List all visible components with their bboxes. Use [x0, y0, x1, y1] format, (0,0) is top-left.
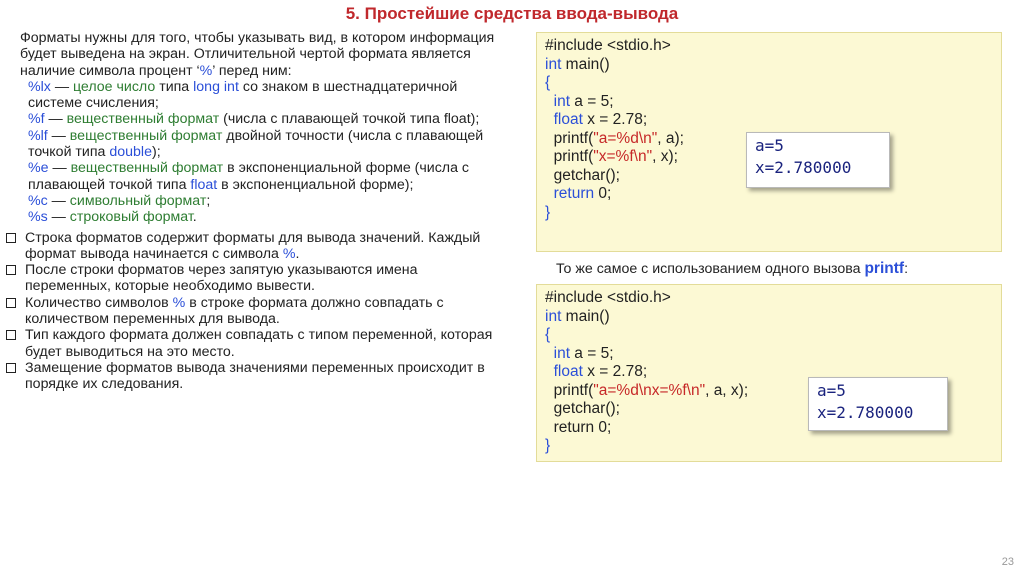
- keyword: float: [553, 111, 583, 128]
- keyword: return: [553, 185, 595, 202]
- string-literal: "x=%f\n": [593, 148, 653, 165]
- code-text: getchar();: [553, 400, 620, 417]
- bullet-highlight: %: [282, 245, 296, 262]
- format-name: символьный формат: [69, 192, 207, 209]
- dash: —: [50, 78, 73, 95]
- bullet-highlight: %: [172, 294, 186, 311]
- keyword: int: [545, 55, 562, 73]
- format-text: со знаком в шестнадцатеричной системе счисления;: [28, 78, 458, 112]
- code-line: {: [545, 326, 551, 343]
- caption-text: То же самое с использованием одного вызова: [556, 261, 865, 277]
- bullet-text: в строке формата должно совпадать с количеством переменных для вывода.: [25, 294, 444, 328]
- console-output-1: [746, 132, 890, 188]
- bullet-text: .: [295, 245, 300, 262]
- code-line: }: [545, 437, 551, 454]
- code-text: , x);: [652, 148, 678, 165]
- percent-symbol: %: [199, 62, 213, 79]
- code-text: return 0;: [553, 418, 612, 436]
- dash: —: [47, 192, 70, 209]
- keyword: int: [545, 307, 562, 325]
- format-name: вещественный формат: [70, 160, 224, 177]
- left-column: [6, 30, 506, 393]
- format-type: long int: [193, 78, 239, 95]
- format-item-e: [6, 160, 506, 193]
- format-item-s: [6, 209, 506, 225]
- code-text: a = 5;: [570, 92, 614, 110]
- checkbox-bullet-icon: [6, 363, 16, 373]
- keyword: float: [553, 363, 583, 380]
- string-literal: "a=%d\n": [593, 129, 658, 147]
- code-text: getchar();: [553, 166, 620, 184]
- code-line: [545, 56, 1001, 75]
- format-name: целое число: [72, 78, 156, 95]
- intro-paragraph: [6, 30, 506, 79]
- code-text: x = 2.78;: [582, 363, 648, 380]
- format-text: в экспоненциальной форме (числа с плавающей точкой типа: [28, 160, 469, 193]
- code-text: printf(: [553, 381, 594, 399]
- output-line: x=2.780000: [817, 403, 914, 422]
- code-line: #include <stdio.h>: [545, 37, 671, 54]
- dash: —: [44, 111, 67, 128]
- intro-text: Форматы нужны для того, чтобы указывать вид, в котором информация будет выведена на экран. Отличительной чертой формата является наличие символа процент ‘: [20, 30, 495, 79]
- bullet-text: Тип каждого формата должен совпадать с типом переменной, которая будет выводиться на это место.: [25, 327, 493, 360]
- code-line: [545, 345, 1001, 364]
- format-type: double: [109, 144, 152, 161]
- format-text: типа: [155, 78, 194, 95]
- format-code: %lx: [28, 78, 51, 95]
- output-line: a=5: [817, 381, 846, 400]
- format-code: %f: [28, 111, 45, 128]
- checkbox-bullet-icon: [6, 233, 16, 243]
- code-text: a = 5;: [570, 344, 614, 362]
- format-item-lx: [6, 79, 506, 112]
- code-line: [545, 308, 1001, 327]
- checkbox-bullet-icon: [6, 298, 16, 308]
- list-item: [6, 262, 506, 295]
- page-number: 23: [1001, 556, 1014, 568]
- list-item: [6, 295, 506, 328]
- format-text: .: [192, 209, 197, 226]
- format-text: ;: [206, 192, 211, 209]
- caption-single-printf: [556, 260, 908, 278]
- checkbox-bullet-icon: [6, 330, 16, 340]
- format-item-c: [6, 193, 506, 209]
- console-output-2: [808, 377, 948, 431]
- format-text: (числа с плавающей точкой типа float);: [219, 111, 480, 128]
- dash: —: [47, 127, 70, 144]
- checkbox-bullet-icon: [6, 265, 16, 275]
- code-text: main(): [561, 307, 610, 325]
- code-line: [545, 93, 1001, 112]
- code-text: main(): [561, 55, 610, 73]
- code-line: }: [545, 203, 551, 221]
- keyword: int: [553, 344, 570, 362]
- format-name: вещественный формат: [66, 111, 220, 128]
- format-code: %c: [28, 192, 48, 209]
- format-type: float: [190, 176, 218, 193]
- output-line: a=5: [755, 136, 784, 155]
- code-text: x = 2.78;: [582, 111, 648, 128]
- caption-end: :: [904, 261, 909, 277]
- format-name: вещественный формат: [69, 127, 223, 144]
- keyword: int: [553, 92, 570, 110]
- bullet-list: [6, 230, 506, 393]
- output-line: x=2.780000: [755, 158, 852, 177]
- list-item: [6, 360, 506, 393]
- format-list: [6, 79, 506, 226]
- format-item-f: [6, 111, 506, 127]
- code-block-single-printf: [536, 284, 1002, 462]
- format-item-lf: [6, 128, 506, 161]
- bullet-text: После строки форматов через запятую указываются имена переменных, которые необходимо вывести.: [25, 262, 418, 295]
- dash: —: [47, 209, 70, 226]
- format-text: в экспоненциальной форме);: [217, 176, 414, 193]
- code-text: 0;: [594, 185, 612, 202]
- code-text: printf(: [553, 148, 594, 165]
- string-literal: "a=%d\nx=%f\n": [593, 381, 706, 399]
- code-text: printf(: [553, 129, 594, 147]
- format-text: двойной точности (числа с плавающей точкой типа: [28, 127, 484, 161]
- code-text: , a);: [657, 129, 684, 147]
- code-line: [545, 111, 1001, 130]
- bullet-text: Количество символов: [25, 294, 173, 311]
- list-item: [6, 327, 506, 360]
- code-text: , a, x);: [705, 381, 749, 399]
- format-name: строковый формат: [69, 209, 193, 226]
- bullet-text: Строка форматов содержит форматы для вывода значений. Каждый формат вывода начинается с символа: [25, 229, 481, 262]
- code-line: {: [545, 74, 551, 91]
- dash: —: [48, 160, 71, 177]
- code-line: #include <stdio.h>: [545, 289, 671, 306]
- format-code: %s: [28, 209, 48, 226]
- list-item: [6, 230, 506, 263]
- printf-keyword: printf: [864, 260, 905, 277]
- slide-title: 5. Простейшие средства ввода-вывода: [345, 4, 679, 23]
- bullet-text: Замещение форматов вывода значениями переменных происходит в порядке их следования.: [25, 359, 485, 393]
- format-text: );: [151, 144, 161, 161]
- format-code: %e: [28, 160, 49, 177]
- intro-text-end: ’ перед ним:: [212, 62, 292, 79]
- format-code: %lf: [28, 127, 48, 144]
